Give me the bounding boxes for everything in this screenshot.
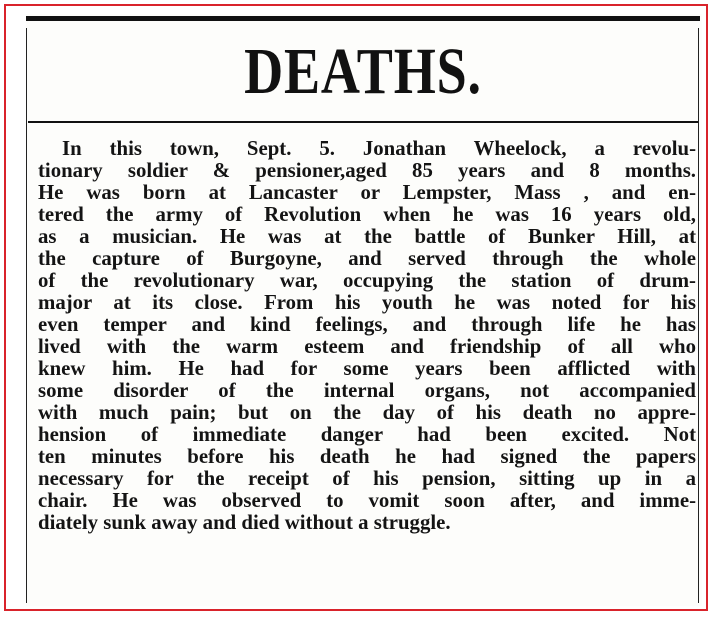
article-line: hension of immediate danger had been excited. Not: [38, 423, 696, 446]
article-line: tered the army of Revolution when he was 16 years old,: [38, 203, 696, 226]
article-line: necessary for the receipt of his pension, sitting up in a: [38, 467, 696, 490]
article-line: lived with the warm esteem and friendship of all who: [38, 335, 696, 358]
top-rule: [26, 16, 700, 21]
article-line: He was born at Lancaster or Lempster, Mass , and en-: [38, 181, 696, 204]
article-line: In this town, Sept. 5. Jonathan Wheelock, a revolu-: [62, 137, 696, 160]
article-line: diately sunk away and died without a struggle.: [38, 511, 451, 534]
section-heading: DEATHS.: [244, 35, 482, 108]
column-rule-right: [698, 28, 699, 603]
article-line: ten minutes before his death he had signed the papers: [38, 445, 696, 468]
heading-divider: [28, 121, 698, 123]
newspaper-clipping: [26, 14, 702, 606]
article-line: chair. He was observed to vomit soon after, and imme-: [38, 489, 696, 512]
article-line: tionary soldier & pensioner,aged 85 years and 8 months.: [38, 159, 696, 182]
article-line: major at its close. From his youth he was noted for his: [38, 291, 696, 314]
article-line: the capture of Burgoyne, and served through the whole: [38, 247, 696, 270]
article-line: knew him. He had for some years been afflicted with: [38, 357, 696, 380]
article-line: some disorder of the internal organs, not accompanied: [38, 379, 696, 402]
article-line: with much pain; but on the day of his death no appre-: [38, 401, 696, 424]
article-line: of the revolutionary war, occupying the station of drum-: [38, 269, 696, 292]
article-line: as a musician. He was at the battle of Bunker Hill, at: [38, 225, 696, 248]
article-line: even temper and kind feelings, and through life he has: [38, 313, 696, 336]
column-rule-left: [26, 28, 27, 603]
obituary-article: [38, 138, 696, 534]
image-frame: [4, 4, 708, 611]
